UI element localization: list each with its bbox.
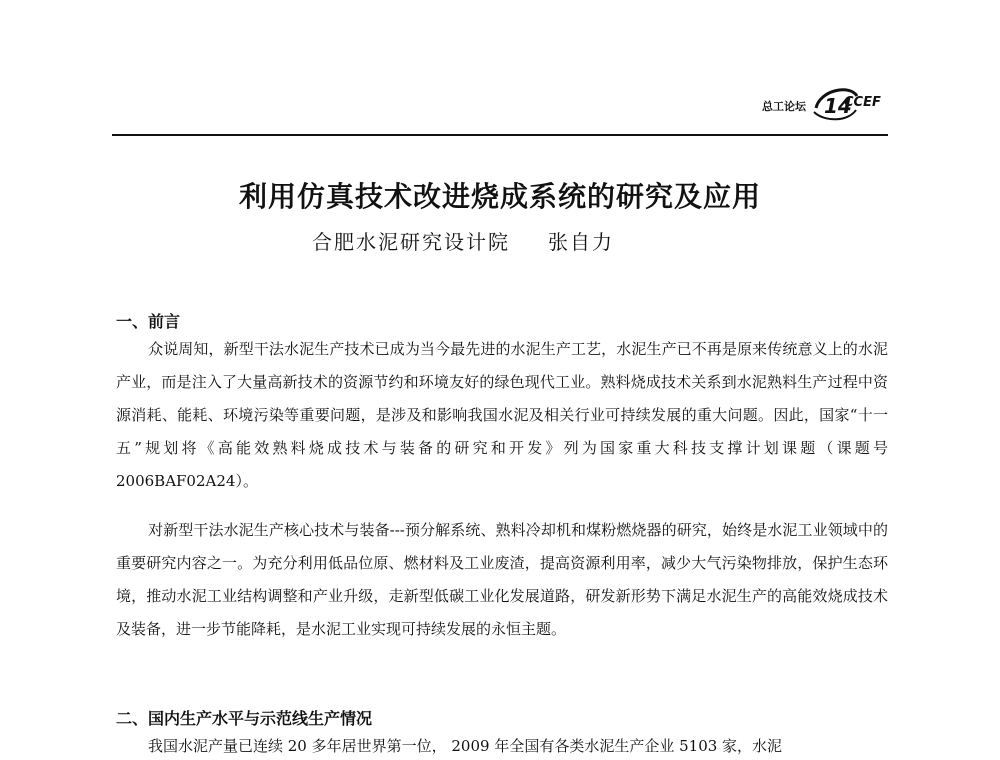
- paragraph-preface-2: [116, 514, 888, 646]
- byline: [312, 226, 832, 255]
- paragraph-text: 众说周知，新型干法水泥生产技术已成为当今最先进的水泥生产工艺，水泥生产已不再是原来传统意义上的水泥产业，而是注入了大量高新技术的资源节约和环境友好的绿色现代工业。熟料烧成技术关系到水泥熟料生产过程中资源消耗、能耗、环境污染等重要问题，是涉及和影响我国水泥及相关行业可持续发展的重大问题。因此，国家“十一五”规划将《高能效熟料烧成技术与装备的研究和开发》列为国家重大科技支撑计划课题（课题号 2006BAF02A24）。: [116, 340, 888, 490]
- logo-text-cn: 总工论坛: [762, 100, 806, 113]
- logo-mark-text: 14: [824, 94, 852, 118]
- institution: 合肥水泥研究设计院: [312, 230, 510, 254]
- paragraph-production-1: [116, 730, 888, 760]
- author: 张自力: [548, 230, 614, 254]
- section-heading-preface: 一、前言: [116, 312, 181, 331]
- paragraph-text: 我国水泥产量已连续 20 多年居世界第一位， 2009 年全国有各类水泥生产企业 5103 家，水泥: [148, 737, 783, 755]
- section-heading-production: 二、国内生产水平与示范线生产情况: [116, 709, 373, 728]
- logo-text-en: CCEF: [844, 95, 881, 110]
- header-divider: [112, 134, 888, 136]
- document-title: 利用仿真技术改进烧成系统的研究及应用: [238, 180, 761, 213]
- paragraph-text: 对新型干法水泥生产核心技术与装备---预分解系统、熟料冷却机和煤粉燃烧器的研究，始终是水泥工业领域中的重要研究内容之一。为充分利用低品位原、燃材料及工业废渣，提高资源利用率，减少大气污染物排放，保护生态环境，推动水泥工业结构调整和产业升级，走新型低碳工业化发展道路，研发新形势下满足水泥生产的高能效烧成技术及装备，进一步节能降耗，是水泥工业实现可持续发展的永恒主题。: [116, 521, 888, 638]
- ccef-logo: [732, 80, 892, 130]
- paragraph-preface-1: [116, 333, 888, 498]
